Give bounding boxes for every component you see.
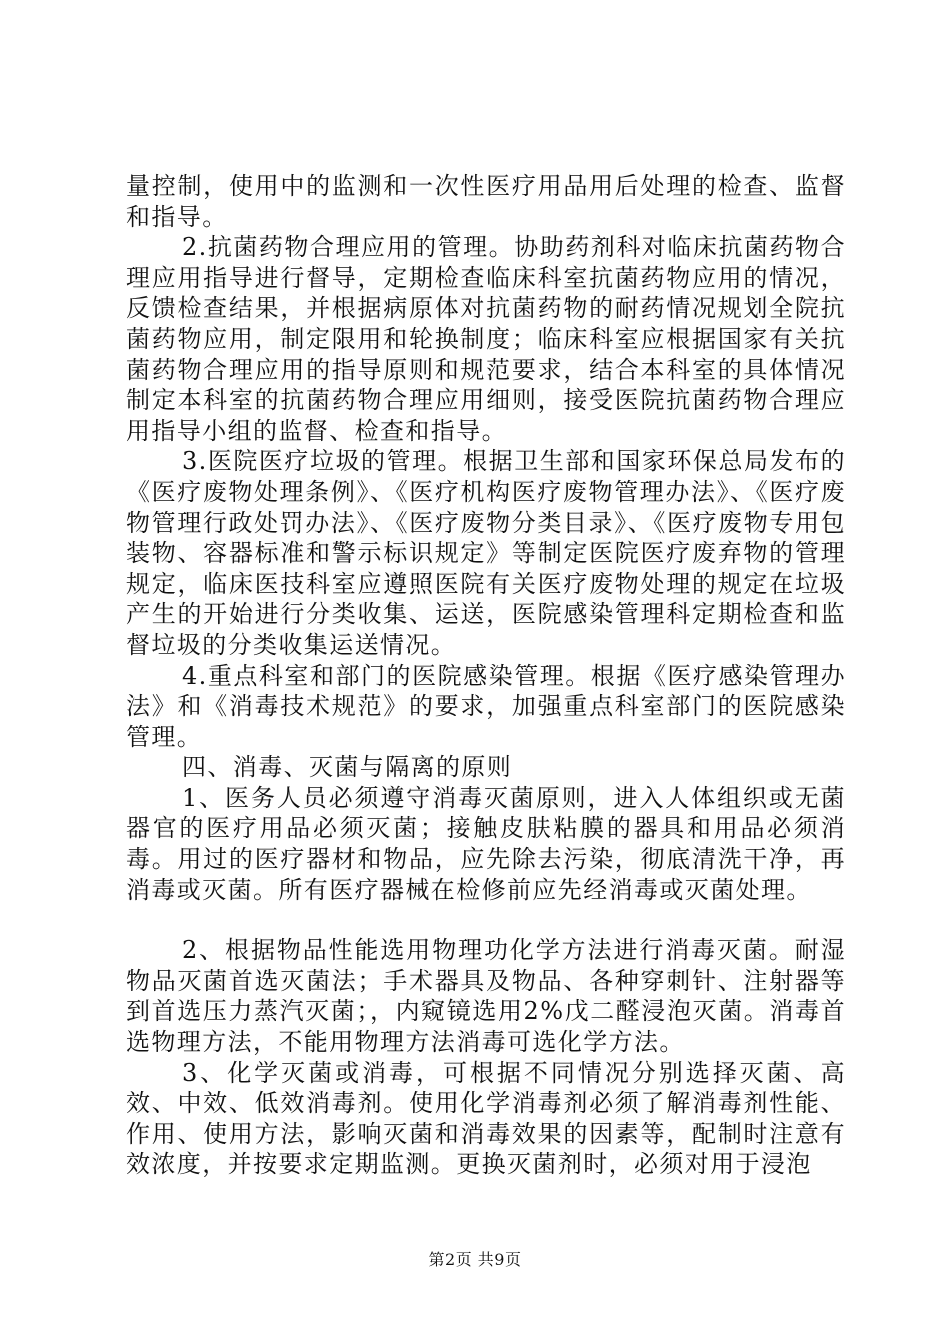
paragraph-7: 2、根据物品性能选用物理功化学方法进行消毒灭菌。耐湿物品灭菌首选灭菌法；手术器具及物品、各种穿刺针、注射器等到首选压力蒸汽灭菌；，内窥镜选用2%戊二醛浸泡灭菌。消毒首选物理方法，不能用物理方法消毒可选化学方法。 xyxy=(126,936,846,1057)
section-heading: 四、消毒、灭菌与隔离的原则 xyxy=(182,753,513,782)
paragraph-1: 量控制，使用中的监测和一次性医疗用品用后处理的检查、监督和指导。 xyxy=(126,172,846,231)
paragraph-6: 1、医务人员必须遵守消毒灭菌原则，进入人体组织或无菌器官的医疗用品必须灭菌；接触皮肤粘膜的器具和用品必须消毒。用过的医疗器材和物品，应先除去污染，彻底清洗干净，再消毒或灭菌。所有医疗器械在检修前应先经消毒或灭菌处理。 xyxy=(126,783,846,904)
paragraph-8: 3、化学灭菌或消毒，可根据不同情况分别选择灭菌、高效、中效、低效消毒剂。使用化学消毒剂必须了解消毒剂性能、作用、使用方法，影响灭菌和消毒效果的因素等，配制时注意有效浓度，并按要求定期监测。更换灭菌剂时，必须对用于浸泡 xyxy=(126,1058,846,1179)
paragraph-4: 4.重点科室和部门的医院感染管理。根据《医疗感染管理办法》和《消毒技术规范》的要求，加强重点科室部门的医院感染管理。 xyxy=(126,661,846,751)
body-text xyxy=(126,171,846,1180)
paragraph-gap xyxy=(126,905,846,935)
page-number-footer: 第2页 共9页 xyxy=(428,1250,522,1269)
paragraph-2: 2.抗菌药物合理应用的管理。协助药剂科对临床抗菌药物合理应用指导进行督导，定期检查临床科室抗菌药物应用的情况，反馈检查结果，并根据病原体对抗菌药物的耐药情况规划全院抗菌药物应用，制定限用和轮换制度；临床科室应根据国家有关抗菌药物合理应用的指导原则和规范要求，结合本科室的具体情况制定本科室的抗菌药物合理应用细则，接受医院抗菌药物合理应用指导小组的监督、检查和指导。 xyxy=(126,233,846,445)
paragraph-3: 3.医院医疗垃圾的管理。根据卫生部和国家环保总局发布的《医疗废物处理条例》、《医疗机构医疗废物管理办法》、《医疗废物管理行政处罚办法》、《医疗废物分类目录》、《医疗废物专用包装物、容器标准和警示标识规定》等制定医院医疗废弃物的管理规定，临床医技科室应遵照医院有关医疗废物处理的规定在垃圾产生的开始进行分类收集、运送，医院感染管理科定期检查和监督垃圾的分类收集运送情况。 xyxy=(126,447,846,659)
